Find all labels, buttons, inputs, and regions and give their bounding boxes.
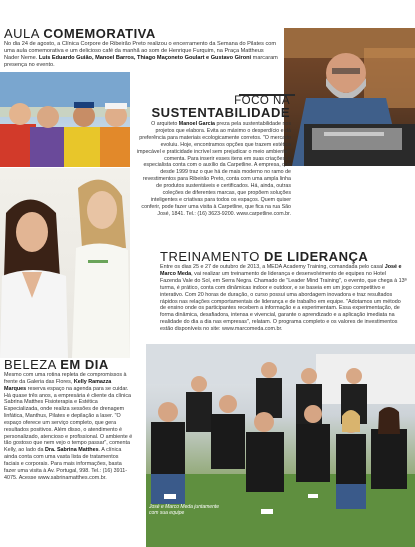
beleza-text-name2: Dra. Sabrina Matthes (44, 447, 99, 454)
beleza-title-light: BELEZA (4, 357, 57, 372)
comemorativa-text (4, 41, 279, 69)
lideranca-photo-art (146, 344, 415, 547)
comemorativa-photo-art (0, 72, 130, 167)
beleza-text-b: reserva espaço na agenda para se cuidar. Há quase três anos, a empresária é cliente da clínica Sabrina Matthes Fisioterapia e Estética Especializada, onde realiza sessões de drenagem linfática, Manthus, Pilates e depilação a laser. "O espaço oferece um serviço completo, que gera resultados positivos. Além disso, o atendimento é personalizado, atencioso e profissional. O ambiente é tão gostoso que nem vejo o tempo passar", comenta Kelly, ao lado da (4, 385, 133, 454)
sustentabilidade-text-a: O arquiteto (151, 121, 179, 127)
lideranca-title-light: TREINAMENTO (160, 249, 260, 264)
beleza-text-a: Mesmo com uma rotina repleta de compromissos à frente da Galeria das Flores, (4, 372, 127, 385)
beleza-text-name: Kelly Ramazza Marques (4, 378, 112, 392)
comemorativa-title-light: AULA (4, 26, 40, 41)
lideranca-text-a: Entre os dias 25 e 27 de outubro de 2013, a MEDA Academy Training, comandada pelo casal (160, 264, 385, 270)
beleza-photo-art (0, 168, 130, 358)
beleza-text-c: . A clínica ainda conta com uma vasta lista de tratamentos faciais e corporais. Para mais informações, basta fazer uma visita à Av. Portugal, 998. Tel.: (16) 3911-4075. Acesse www.sabrinamatthes.com.br. (4, 447, 128, 481)
comemorativa-title-bold: COMEMORATIVA (43, 26, 156, 41)
sustentabilidade-text-name: Manoel Garcia (178, 121, 216, 127)
sustentabilidade-text-b: preza pela sustentabilidade nos projetos que elabora. Evita ao máximo o desperdício e dá preferência para materiais ecologicamente corretos. "O mercado evoluiu. Hoje, encontramos opções que trazem estética impecável e praticidade incrível sem prejudicar o meio ambiente", comenta. Para inserir esses itens em suas criações, o especialista conta com o auxílio da Carpetline. A empresa, que desde 1999 traz o que há de mais moderno no ramo de revestimentos para Ribeirão Preto, conta com uma ampla linha de produtos sustentáveis e certificados. Há, ainda, outras coleções de diferentes marcas, que propõem soluções inteligentes e criativas para todos os espaços. Quem quiser conferir, pode fazer uma visita à Carpetline, que fica na rua São José, 1841. Tel.: (16) 3623-9200. www.carpetline.com.br. (136, 121, 291, 217)
comemorativa-photo (0, 72, 130, 167)
comemorativa-text-b: marcaram presença no evento. (4, 55, 278, 69)
lideranca-photo-caption: José e Marco Meda juntamente com sua equipe (149, 504, 220, 516)
sustentabilidade-text (136, 121, 291, 218)
beleza-text (4, 372, 134, 482)
sustentabilidade-title-light: FOCO NA (234, 95, 290, 107)
comemorativa-text-a: No dia 24 de agosto, a Clínica Corpore de Ribeirão Preto realizou o encerramento da Semana do Pilates com uma aula comemorativa e um delicioso café da manhã ao som de Henrique Furquim, na Praça Mattheus Nader Neme. (4, 41, 277, 62)
lideranca-title-bold: DE LIDERANÇA (264, 249, 369, 264)
comemorativa-text-names: Luis Eduardo Guião, Manoel Barros, Thiago Maçoneto Goulart e Gustavo Gironi (38, 55, 252, 62)
sustentabilidade-photo-art (284, 28, 415, 166)
beleza-title-bold: EM DIA (60, 357, 109, 372)
sustentabilidade-photo (284, 28, 415, 166)
lideranca-title (160, 250, 368, 263)
lideranca-text-b: , vai realizar um treinamento de liderança e desenvolvimento de equipes no Hotel Fazenda Vale do Sol, em Serra Negra. Chamado de "Leader Mind Training", o evento, que chega à 13ª turma, é prático, conta com dinâmicas indoor e outdoor, e se baseia em um jogo competitivo e interativo. Com 20 horas de duração, o curso possui uma abordagem inovadora e traz resultados rápidos nas relações comportamentais de liderança e de trabalho em equipe. "Adotamos um método de ensino onde os participantes recebem a informação e a experimentam. Essa experimentação, de forma dinâmica, desafiadora, intensa e vivencial, garante o aprendizado e a aplicação imediata na realidade do dia a dia nas empresas", relatam. O programa completo e os valores de investimentos estão disponíveis no site: www.marcomeda.com.br. (160, 270, 407, 333)
beleza-photo (0, 168, 130, 358)
lideranca-text-names: José e Marco Meda (160, 264, 402, 277)
comemorativa-title (4, 27, 156, 40)
lideranca-text (160, 264, 408, 333)
beleza-title (4, 358, 109, 371)
lideranca-photo (146, 344, 415, 547)
sustentabilidade-title-bold: SUSTENTABILIDADE (151, 105, 290, 120)
